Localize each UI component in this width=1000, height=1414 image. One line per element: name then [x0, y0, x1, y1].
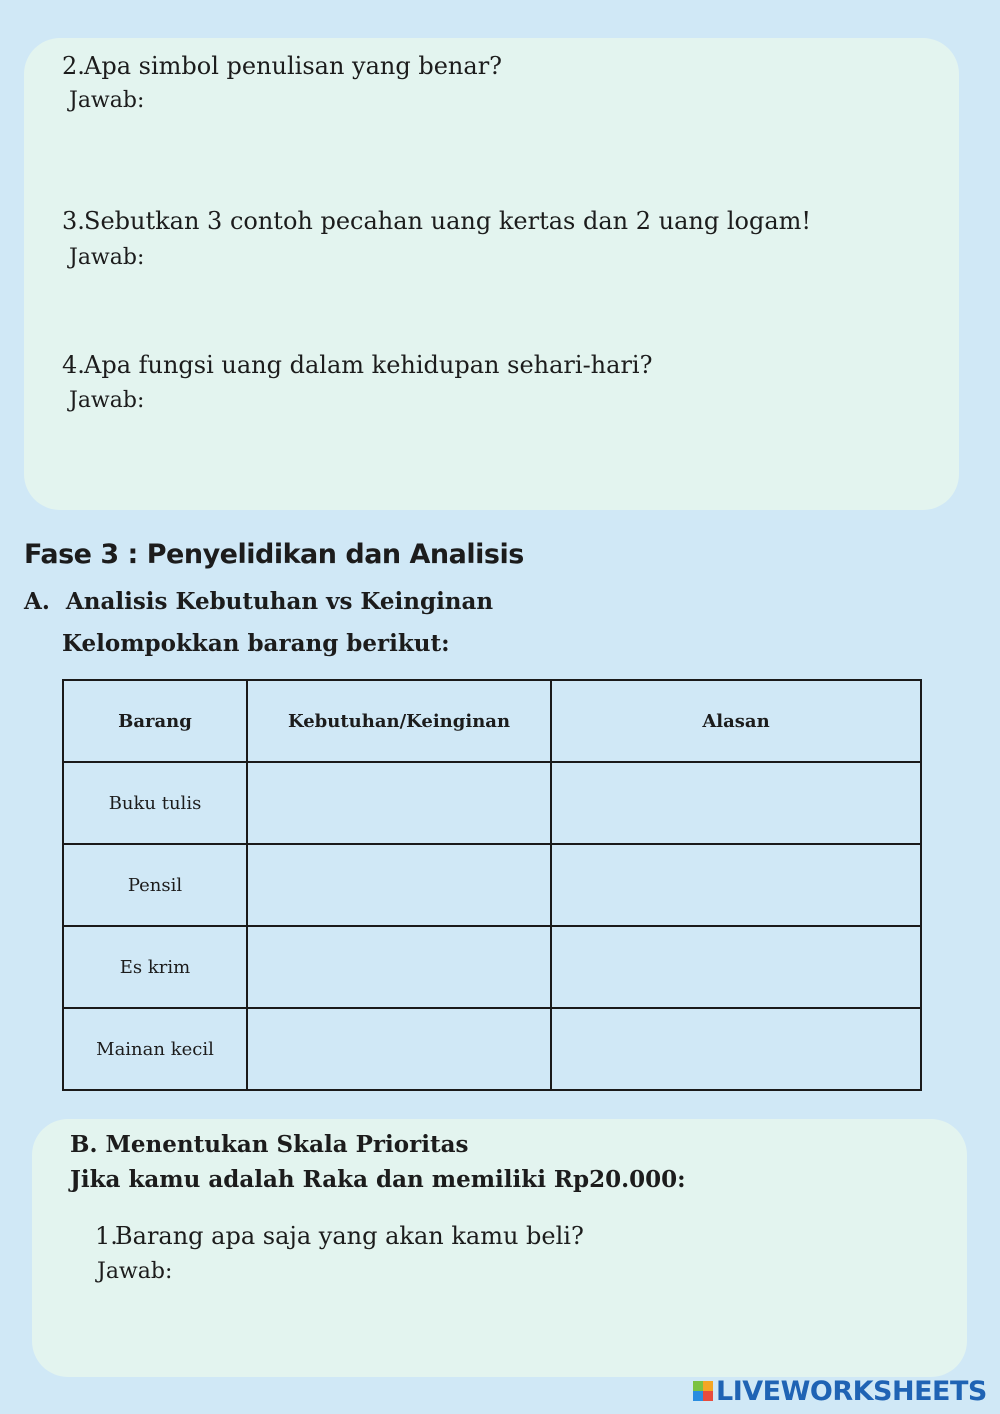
part-a-instruction: Kelompokkan barang berikut: — [62, 630, 450, 657]
part-b-prompt: Jika kamu adalah Raka dan memiliki Rp20.000: — [70, 1166, 686, 1193]
logo-square — [703, 1391, 713, 1401]
question-text: Apa fungsi uang dalam kehidupan sehari-hari? — [84, 351, 653, 379]
logo-square — [693, 1391, 703, 1401]
item-cell: Es krim — [63, 926, 247, 1008]
question-number: 2. — [62, 52, 85, 80]
needs-wants-table — [62, 679, 922, 1091]
item-cell: Buku tulis — [63, 762, 247, 844]
table-row — [63, 762, 921, 844]
answer-label[interactable]: Jawab: — [69, 245, 145, 270]
question-number: 3. — [62, 207, 85, 235]
question-text: Apa simbol penulisan yang benar? — [84, 52, 503, 80]
part-a-label: A. — [24, 588, 50, 615]
logo-text: LIVEWORKSHEETS — [716, 1375, 987, 1407]
table-row — [63, 1008, 921, 1090]
table-header-row — [63, 680, 921, 762]
header-kebutuhan-keinginan: Kebutuhan/Keinginan — [247, 680, 551, 762]
part-a-heading — [24, 588, 493, 615]
logo-square — [693, 1381, 703, 1391]
liveworksheets-logo — [693, 1374, 987, 1408]
reason-answer-cell[interactable] — [551, 844, 921, 926]
question-number: 4. — [62, 351, 85, 379]
table-row — [63, 926, 921, 1008]
reason-answer-cell[interactable] — [551, 1008, 921, 1090]
part-b-question-1 — [95, 1222, 584, 1250]
header-barang: Barang — [63, 680, 247, 762]
reason-answer-cell[interactable] — [551, 926, 921, 1008]
answer-label[interactable]: Jawab: — [69, 88, 145, 113]
questions-card — [24, 38, 959, 510]
question-2 — [62, 52, 502, 80]
logo-mark-icon — [693, 1381, 713, 1401]
header-alasan: Alasan — [551, 680, 921, 762]
answer-label[interactable]: Jawab: — [69, 388, 145, 413]
item-cell: Pensil — [63, 844, 247, 926]
category-answer-cell[interactable] — [247, 926, 551, 1008]
reason-answer-cell[interactable] — [551, 762, 921, 844]
category-answer-cell[interactable] — [247, 762, 551, 844]
part-a-title: Analisis Kebutuhan vs Keinginan — [65, 588, 494, 615]
question-3 — [62, 207, 811, 235]
logo-square — [703, 1381, 713, 1391]
question-text: Barang apa saja yang akan kamu beli? — [115, 1222, 584, 1250]
table-row — [63, 844, 921, 926]
phase-title: Fase 3 : Penyelidikan dan Analisis — [24, 539, 524, 570]
answer-label[interactable]: Jawab: — [97, 1259, 173, 1284]
question-4 — [62, 351, 652, 379]
item-cell: Mainan kecil — [63, 1008, 247, 1090]
category-answer-cell[interactable] — [247, 844, 551, 926]
part-b-title: B. Menentukan Skala Prioritas — [70, 1131, 469, 1158]
question-text: Sebutkan 3 contoh pecahan uang kertas dan 2 uang logam! — [84, 207, 812, 235]
question-number: 1. — [95, 1222, 118, 1250]
category-answer-cell[interactable] — [247, 1008, 551, 1090]
